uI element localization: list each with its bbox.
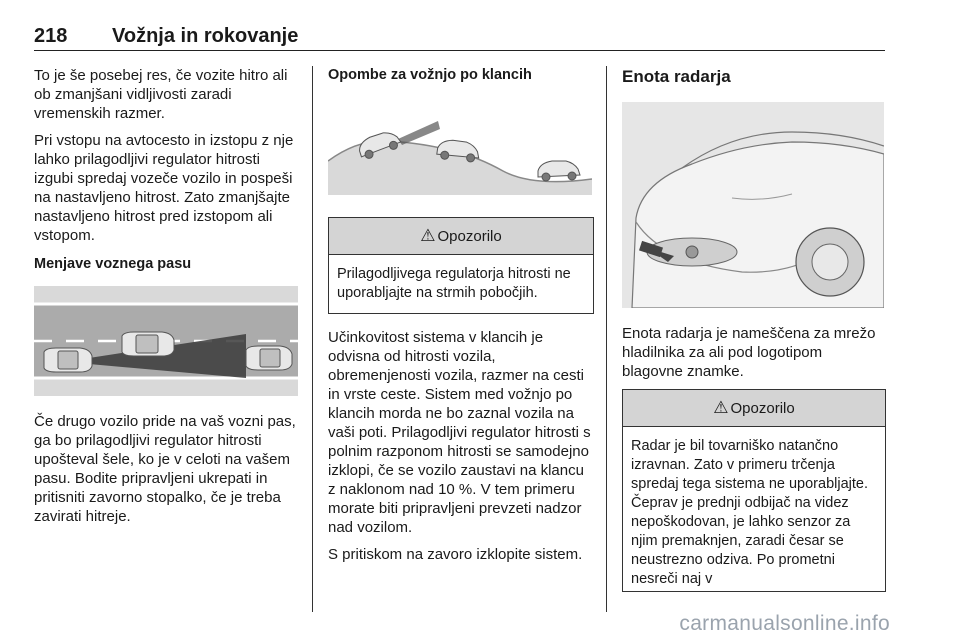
- column-divider: [312, 66, 313, 612]
- page-title: Vožnja in rokovanje: [112, 25, 299, 47]
- warning-triangle-icon: ⚠: [420, 226, 436, 245]
- column-1: [34, 66, 300, 534]
- warning-body: [623, 427, 885, 591]
- paragraph: To je še posebej res, če vozite hitro ali ob zmanjšani vidljivosti zaradi vremenskih razmer.: [34, 67, 288, 122]
- warning-header: [329, 218, 593, 255]
- warning-title: Opozorilo: [730, 400, 795, 417]
- warning-header: [623, 390, 885, 427]
- paragraph: Če drugo vozilo pride na vaš vozni pas, ga bo prilagodljivi regulator hitrosti upošteval šele, ko je v celoti na vašem pasu. Bodite pripravljeni ukrepati in pritisniti zavorno stopalko, če je treba zavirati hitreje.: [34, 413, 296, 525]
- subheading-lane-change: Menjave voznega pasu: [34, 256, 192, 272]
- radar-unit-illustration: [622, 102, 884, 308]
- warning-title: Opozorilo: [437, 228, 502, 245]
- warning-body: [329, 255, 593, 313]
- column-3: [622, 66, 886, 592]
- column-divider: [606, 66, 607, 612]
- paragraph: Učinkovitost sistema v klancih je odvisna od hitrosti vozila, obremenjenosti vozila, razmer na cesti in vrste ceste. Sistem med vožnjo po klancih morda ne bo zaznal vozila na vaši poti. Prilagodljivi regulator hitrosti s polnim razponom hitrosti se samodejno izklopi, če se vozilo zaustavi na klancu z naklonom nad 10 %. V tem primeru morate biti pripravljeni prevzeti nadzor nad vozilom.: [328, 329, 591, 536]
- section-title-radar: Enota radarja: [622, 67, 731, 86]
- warning-text: Radar je bil tovarniško natančno izravnan. Zato v primeru trčenja spredaj tega sistema ne uporabljajte. Čeprav je prednji odbijač na videz nepoškodovan, je lahko senzor za njim premaknjen, zaradi česar se neustrezno odziva. Po prometni nesreči naj v: [631, 438, 868, 587]
- warning-text: Prilagodljivega regulatorja hitrosti ne uporabljajte na strmih pobočjih.: [337, 266, 571, 301]
- column-2: [328, 66, 594, 572]
- hill-driving-illustration: [328, 101, 592, 195]
- lane-change-illustration: [34, 286, 298, 396]
- car-ahead: [246, 346, 292, 370]
- warning-box: [622, 389, 886, 592]
- car-ego: [44, 348, 92, 372]
- footer-watermark: carmanualsonline.info: [679, 612, 890, 635]
- page-header: [34, 24, 885, 51]
- paragraph: S pritiskom na zavoro izklopite sistem.: [328, 546, 583, 563]
- car-cutting-in: [122, 332, 174, 356]
- paragraph: Pri vstopu na avtocesto in izstopu z nje lahko prilagodljivi regulator hitrosti izgubi spredaj vozeče vozilo in pospeši na nastavljeno hitrost. Zato zmanjšajte nastavljeno hitrost pred izstopom ali vstopom.: [34, 132, 294, 244]
- warning-triangle-icon: ⚠: [713, 398, 729, 417]
- subheading-hills: Opombe za vožnjo po klancih: [328, 67, 532, 83]
- page-number: 218: [34, 25, 68, 47]
- paragraph: Enota radarja je nameščena za mrežo hladilnika za ali pod logotipom blagovne znamke.: [622, 325, 876, 380]
- warning-box: [328, 217, 594, 314]
